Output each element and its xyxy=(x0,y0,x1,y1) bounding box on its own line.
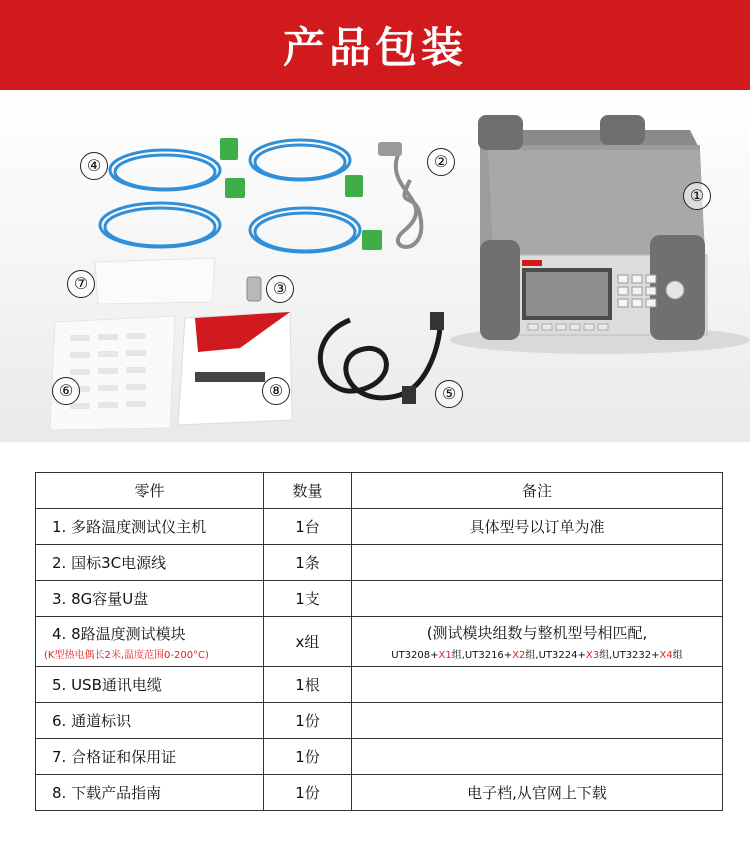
row-qty: 1份 xyxy=(264,739,352,775)
table-row xyxy=(36,667,723,703)
row-note xyxy=(352,703,723,739)
row-qty: 1份 xyxy=(264,703,352,739)
row-note: 电子档,从官网上下载 xyxy=(352,775,723,811)
row-qty: 1条 xyxy=(264,545,352,581)
row-qty: 1份 xyxy=(264,775,352,811)
table-row xyxy=(36,509,723,545)
callout-4: ④ xyxy=(80,152,108,180)
row-qty: 1台 xyxy=(264,509,352,545)
header-note: 备注 xyxy=(352,473,723,509)
table-row xyxy=(36,775,723,811)
power-cable xyxy=(396,150,422,247)
usb-cable xyxy=(320,320,440,398)
row-part-sub: (K型热电偶长2米,温度范围0-200°C) xyxy=(44,649,209,661)
package-list-table xyxy=(35,472,722,811)
table-row xyxy=(36,739,723,775)
table-header-row xyxy=(36,473,723,509)
row-part: 2. 国标3C电源线 xyxy=(36,545,264,581)
header-qty: 数量 xyxy=(264,473,352,509)
callout-1: ① xyxy=(683,182,711,210)
row-part-main: 4. 8路温度测试模块 xyxy=(52,624,186,643)
row-part: 3. 8G容量U盘 xyxy=(36,581,264,617)
row-qty: 1支 xyxy=(264,581,352,617)
row-part: 7. 合格证和保用证 xyxy=(36,739,264,775)
callout-5: ⑤ xyxy=(435,380,463,408)
callout-6: ⑥ xyxy=(52,377,80,405)
row-qty: 1根 xyxy=(264,667,352,703)
table-row xyxy=(36,581,723,617)
title-banner xyxy=(0,0,750,90)
callout-3: ③ xyxy=(266,275,294,303)
product-photo xyxy=(0,90,750,442)
row-note xyxy=(352,581,723,617)
row-part: 6. 通道标识 xyxy=(36,703,264,739)
row-note xyxy=(352,667,723,703)
table-row xyxy=(36,703,723,739)
page-title: 产品包装 xyxy=(282,23,467,72)
row-part: 1. 多路温度测试仪主机 xyxy=(36,509,264,545)
row-note xyxy=(352,617,723,667)
row-qty: x组 xyxy=(264,617,352,667)
row-part: 5. USB通讯电缆 xyxy=(36,667,264,703)
table-row xyxy=(36,617,723,667)
tester-main-unit xyxy=(478,115,707,340)
callout-2: ② xyxy=(427,148,455,176)
row-note xyxy=(352,739,723,775)
row-part: 8. 下载产品指南 xyxy=(36,775,264,811)
row-part xyxy=(36,617,264,667)
table-row xyxy=(36,545,723,581)
row-note-main: (测试模块组数与整机型号相匹配, xyxy=(426,624,648,642)
callout-7: ⑦ xyxy=(67,270,95,298)
row-note: 具体型号以订单为准 xyxy=(352,509,723,545)
row-note-models: UT3208+X1组,UT3216+X2组,UT3224+X3组,UT3232+X4组 xyxy=(391,650,683,661)
package-contents-illustration xyxy=(0,90,750,442)
header-part: 零件 xyxy=(36,473,264,509)
row-note xyxy=(352,545,723,581)
callout-8: ⑧ xyxy=(262,377,290,405)
